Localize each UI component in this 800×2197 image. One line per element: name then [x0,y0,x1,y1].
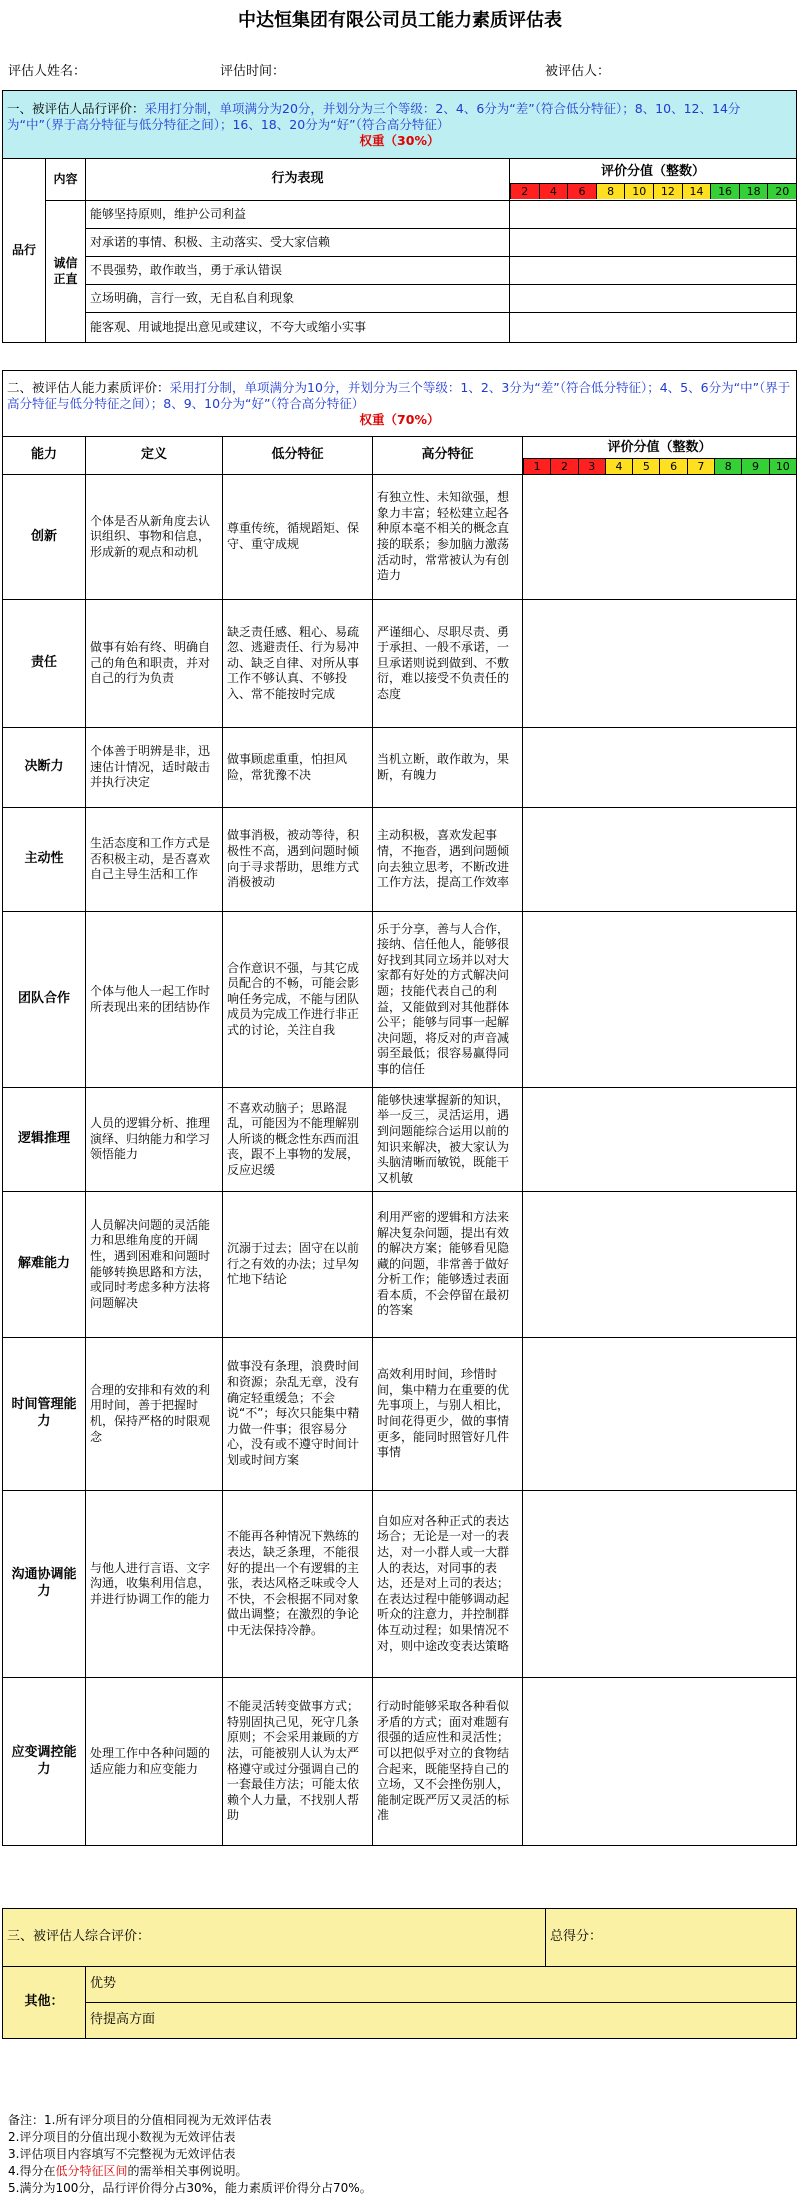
section2-rules: 采用打分制，单项满分为10分，并划分为三个等级：1、2、3分为“差”（符合低分特征）；4、5、6分为“中”（界于高分特征与低分特征之间）；8、9、10分为“好”（符合高分特征） [7,379,791,411]
ability-name: 主动性 [3,808,86,912]
ability-definition: 人员解决问题的灵活能力和思维角度的开阔性，遇到困难和问题时能够转换思路和方法，或同时考虑多种方法将问题解决 [86,1192,223,1338]
score-option[interactable]: 4 [606,458,633,474]
character-table [2,90,797,343]
section1-weight: 权重（30%） [359,132,440,148]
score-header-cell [523,437,797,475]
low-feature: 缺乏责任感、粗心、易疏忽、逃避责任、行为易冲动、缺乏自律、对所从事工作不够认真、不够投入、常不能按时完成 [223,600,373,728]
ability-definition: 个体是否从新角度去认识组织、事物和信息，形成新的观点和动机 [86,475,223,600]
score-header: 评价分值（整数） [607,439,712,455]
ability-name: 时间管理能力 [3,1338,86,1491]
strengths-field[interactable]: 优势 [86,1967,797,2003]
definition-header: 定义 [86,437,223,475]
score-input[interactable] [523,600,797,728]
ability-name: 逻辑推理 [3,1088,86,1192]
score-option[interactable]: 1 [524,458,551,474]
section2-description [3,371,797,437]
score-option[interactable]: 6 [660,458,687,474]
high-feature: 自如应对各种正式的表达场合；无论是一对一的表达，对一小群人或一大群人的表达，对同事的表达，还是对上司的表达；在表达过程中能够调动起听众的注意力，并控制群体互动过程；如果情况不对，则中途改变表达策略 [373,1491,523,1678]
score-input[interactable] [523,1338,797,1491]
high-feature: 有独立性、未知欲强，想象力丰富；轻松建立起各种原本毫不相关的概念直接的联系；参加脑力激荡活动时，常常被认为有创造力 [373,475,523,600]
ability-name: 解难能力 [3,1192,86,1338]
high-feature: 乐于分享，善与人合作，接纳、信任他人，能够很好找到其同立场并以对大家都有好处的方式解决问题；技能代表自己的利益，又能做到对其他群体公平；能够与同事一起解决问题，将反对的声音减弱至最低；很容易赢得同事的信任 [373,912,523,1088]
low-feature: 不能灵活转变做事方式；特别固执己见，死守几条原则；不会采用兼顾的方法，可能被别人认为太严格遵守或过分强调自己的一套最佳方法；可能太依赖个人力量，不找别人帮助 [223,1678,373,1846]
evaluatee-name-label: 评估人姓名： [8,64,87,79]
score-option[interactable]: 12 [654,183,683,199]
low-feature: 做事顾虑重重，怕担风险，常犹豫不决 [223,728,373,808]
note-2: 2.评分项目的分值出现小数视为无效评估表 [8,2130,236,2144]
ability-table [2,370,797,1846]
ability-definition: 个体与他人一起工作时所表现出来的团结协作 [86,912,223,1088]
score-option[interactable]: 10 [770,458,797,474]
ability-definition: 人员的逻辑分析、推理演绎、归纳能力和学习领悟能力 [86,1088,223,1192]
score-input[interactable] [523,1678,797,1846]
high-feature: 利用严密的逻辑和方法来解决复杂问题，提出有效的解决方案；能够看见隐藏的问题，非常善于做好分析工作；能够透过表面看本质，不会停留在最初的答案 [373,1192,523,1338]
note-3: 3.评估项目内容填写不完整视为无效评估表 [8,2147,236,2161]
score-option[interactable]: 8 [715,458,742,474]
score-option[interactable]: 8 [597,183,626,199]
high-feature: 高效利用时间，珍惜时间，集中精力在重要的优先事项上，与别人相比，时间花得更少，做的事情更多，能同时照管好几件事情 [373,1338,523,1491]
score-option[interactable]: 7 [688,458,715,474]
note-4-prefix: 4.得分在 [8,2164,56,2178]
high-feature: 当机立断，敢作敢为，果断，有魄力 [373,728,523,808]
ability-definition: 合理的安排和有效的利用时间，善于把握时机，保持严格的时限观念 [86,1338,223,1491]
overall-evaluation-label: 三、被评估人综合评价： [3,1909,546,1967]
section2-weight: 权重（70%） [359,411,440,427]
score-option[interactable]: 3 [579,458,606,474]
score-option[interactable]: 10 [625,183,654,199]
score-input[interactable] [523,728,797,808]
score-input[interactable] [510,257,797,285]
note-4-suffix: 的需举相关事例说明。 [127,2164,248,2178]
low-feature: 尊重传统，循规蹈矩、保守、重守成规 [223,475,373,600]
behavior-header: 行为表现 [86,159,510,201]
ability-definition: 处理工作中各种问题的适应能力和应变能力 [86,1678,223,1846]
ability-name: 团队合作 [3,912,86,1088]
score-input[interactable] [510,313,797,343]
behavior-item: 能够坚持原则，维护公司利益 [86,201,510,229]
ability-name: 创新 [3,475,86,600]
high-feature: 行动时能够采取各种看似矛盾的方式；面对难题有很强的适应性和灵活性；可以把似乎对立的食物结合起来，既能坚持自己的立场，又不会挫伤别人，能制定既严厉又灵活的标准 [373,1678,523,1846]
score-option[interactable]: 2 [551,458,578,474]
score-scale [510,183,797,199]
score-input[interactable] [523,1491,797,1678]
ability-definition: 做事有始有终、明确自己的角色和职责，并对自己的行为负责 [86,600,223,728]
note-4-highlight: 低分特征区间 [55,2164,128,2178]
score-option[interactable]: 2 [511,183,540,199]
ability-name: 沟通协调能力 [3,1491,86,1678]
total-score-label[interactable]: 总得分： [546,1909,797,1967]
score-scale [523,458,797,474]
low-feature: 做事没有条理，浪费时间和资源；杂乱无章，没有确定轻重缓急；不会说“不”；每次只能集中精力做一件事；很容易分心，没有或不遵守时间计划或时间方案 [223,1338,373,1491]
note-4 [8,2163,372,2180]
ability-name: 决断力 [3,728,86,808]
low-feature: 沉溺于过去；固守在以前行之有效的办法；过早匆忙地下结论 [223,1192,373,1338]
evaluation-time-label: 评估时间： [220,64,286,79]
improvement-field[interactable]: 待提高方面 [86,2003,797,2039]
section1-prefix: 一、被评估人品行评价： [7,100,145,116]
score-option[interactable]: 5 [633,458,660,474]
score-input[interactable] [510,229,797,257]
ability-definition: 与他人进行言语、文字沟通，收集利用信息，并进行协调工作的能力 [86,1491,223,1678]
score-input[interactable] [510,285,797,313]
ability-name: 应变调控能力 [3,1678,86,1846]
behavior-item: 能客观、用诚地提出意见或建议，不夸大或缩小实事 [86,313,510,343]
score-header: 评价分值（整数） [601,163,706,179]
section1-rules: 采用打分制，单项满分为20分，并划分为三个等级：2、4、6分为“差”（符合低分特征）；8、10、12、14分为“中”（界于高分特征与低分特征之间）；16、18、20分为“好”（符合高分特征） [7,100,741,132]
score-input[interactable] [523,1192,797,1338]
low-feature-header: 低分特征 [223,437,373,475]
summary-table [2,1908,797,2039]
score-input[interactable] [523,808,797,912]
low-feature: 做事消极，被动等待，积极性不高，遇到问题时倾向于寻求帮助，思维方式消极被动 [223,808,373,912]
integrity-label: 诚信正直 [46,201,86,343]
score-input[interactable] [523,475,797,600]
score-option[interactable]: 6 [568,183,597,199]
content-header: 内容 [46,159,86,201]
behavior-item: 立场明确，言行一致，无自私自利现象 [86,285,510,313]
score-option[interactable]: 16 [711,183,740,199]
score-option[interactable]: 4 [540,183,569,199]
high-feature: 严谨细心、尽职尽责、勇于承担、一般不承诺，一旦承诺则说到做到、不敷衍，难以接受不负责任的态度 [373,600,523,728]
evaluator-label: 被评估人： [545,64,611,79]
score-option[interactable]: 20 [768,183,796,199]
score-option[interactable]: 18 [740,183,769,199]
other-label: 其他： [3,1967,86,2039]
ability-header: 能力 [3,437,86,475]
low-feature: 合作意识不强，与其它成员配合的不畅，可能会影响任务完成，不能与团队成员为完成工作进行非正式的讨论，关注自我 [223,912,373,1088]
high-feature-header: 高分特征 [373,437,523,475]
high-feature: 主动积极，喜欢发起事情，不拖沓，遇到问题倾向去独立思考，不断改进工作方法，提高工作效率 [373,808,523,912]
ability-name: 责任 [3,600,86,728]
score-header-cell [510,159,797,201]
score-input[interactable] [510,201,797,229]
page-title: 中达恒集团有限公司员工能力素质评估表 [238,10,562,31]
low-feature: 不能再各种情况下熟练的表达，缺乏条理，不能很好的提出一个有逻辑的主张，表达风格乏味或令人不快，不会根据不同对象做出调整；在激烈的争论中无法保持冷静。 [223,1491,373,1678]
low-feature: 不喜欢动脑子；思路混乱，可能因为不能理解别人所谈的概念性东西而沮丧，跟不上事物的发展，反应迟缓 [223,1088,373,1192]
ability-definition: 生活态度和工作方式是否积极主动，是否喜欢自己主导生活和工作 [86,808,223,912]
score-option[interactable]: 9 [742,458,769,474]
behavior-item: 不畏强势，敢作敢当，勇于承认错误 [86,257,510,285]
note-1: 备注：1.所有评分项目的分值相同视为无效评估表 [8,2113,272,2127]
note-5: 5.满分为100分，品行评价得分占30%，能力素质评价得分占70%。 [8,2181,372,2195]
notes [8,2112,372,2197]
section1-description [3,91,797,159]
score-input[interactable] [523,1088,797,1192]
ability-definition: 个体善于明辨是非，迅速估计情况，适时敲击并执行决定 [86,728,223,808]
behavior-item: 对承诺的事情、积极、主动落实、受大家信赖 [86,229,510,257]
character-row-label: 品行 [3,159,46,343]
score-option[interactable]: 14 [683,183,712,199]
section2-prefix: 二、被评估人能力素质评价： [7,379,170,395]
score-input[interactable] [523,912,797,1088]
high-feature: 能够快速掌握新的知识，举一反三，灵活运用，遇到问题能综合运用以前的知识来解决，被大家认为头脑清晰而敏锐，既能干又机敏 [373,1088,523,1192]
